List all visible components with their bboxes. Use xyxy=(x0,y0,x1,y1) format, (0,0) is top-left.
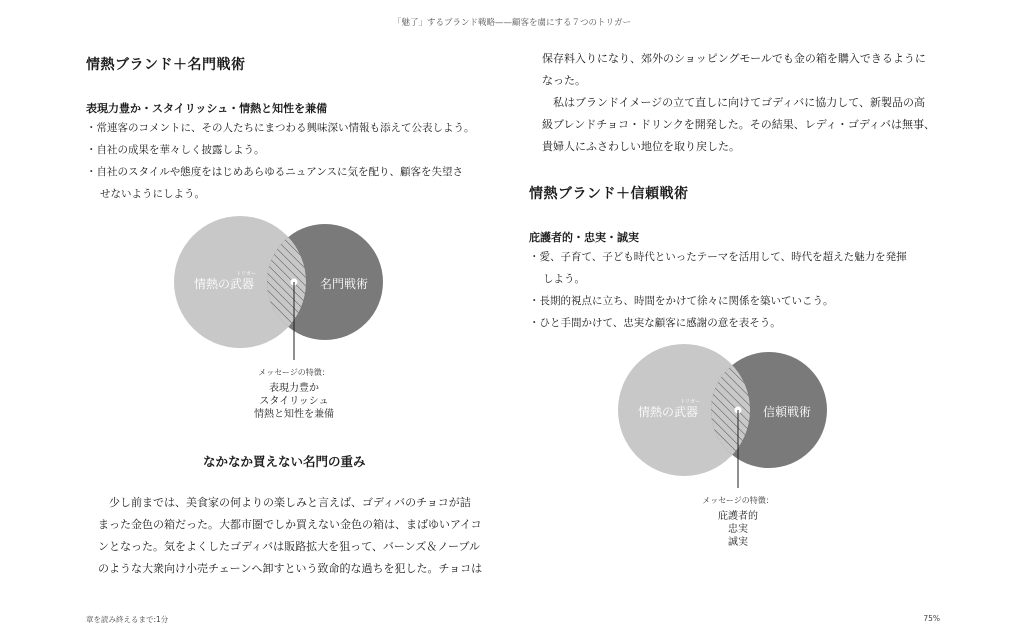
list-item: ・長期的視点に立ち、時間をかけて徐々に関係を築いていこう。 xyxy=(529,295,834,307)
caption-line: 忠実 xyxy=(728,524,748,535)
list-item: ・自社の成果を華々しく披露しよう。 xyxy=(86,144,265,156)
body-line: 貴婦人にふさわしい地位を取り戻した。 xyxy=(542,140,740,153)
body-line: 保存料入りになり、郊外のショッピングモールでも金の箱を購入できるように xyxy=(542,52,926,65)
caption-title: メッセージの特徴： xyxy=(702,496,774,505)
list-item: ・自社のスタイルや態度をはじめあらゆるニュアンスに気を配り、顧客を失望さ xyxy=(86,166,464,178)
body-line: ンとなった。気をよくしたゴディバは販路拡大を狙って、バーンズ＆ノーブル xyxy=(98,540,481,553)
caption-line: 庇護者的 xyxy=(718,511,758,522)
venn-ruby-right: トリガー xyxy=(680,399,700,405)
section-subtitle-left: 表現力豊か・スタイリッシュ・情熱と知性を兼備 xyxy=(86,102,328,115)
venn-caption-left xyxy=(244,367,344,421)
caption-line: スタイリッシュ xyxy=(259,396,329,407)
list-item: ・常連客のコメントに、その人たちにまつわる興味深い情報も添えて公表しよう。 xyxy=(86,122,475,134)
caption-line: 誠実 xyxy=(728,537,748,548)
venn-label-tactic-right: 信頼戦術 xyxy=(763,405,812,419)
section-title-right: 情熱ブランド＋信頼戦術 xyxy=(529,186,689,202)
body-line: 少し前までは、美食家の何よりの楽しみと言えば、ゴディバのチョコが詰 xyxy=(98,496,471,509)
reading-time-remaining: 章を読み終えるまで:1分 xyxy=(86,615,169,624)
reading-progress: 75% xyxy=(923,614,940,623)
book-header-title: 「魅了」するブランド戦略——顧客を虜にする７つのトリガー xyxy=(393,18,631,28)
list-item: せないようにしよう。 xyxy=(100,188,205,200)
venn-diagram-left xyxy=(170,210,390,380)
list-item: ・ひと手間かけて、忠実な顧客に感謝の意を表そう。 xyxy=(529,317,781,329)
body-line: のような大衆向け小売チェーンへ卸すという致命的な過ちを犯した。チョコは xyxy=(98,562,483,575)
body-text-right xyxy=(542,48,935,158)
body-line: なった。 xyxy=(542,74,586,87)
body-line: まった金色の箱だった。大都市圏でしか買えない金色の箱は、まばゆいアイコ xyxy=(98,518,482,531)
bullet-list-left xyxy=(86,117,475,205)
list-item: ・愛、子育て、子ども時代といったテーマを活用して、時代を超えた魅力を発揮 xyxy=(529,251,907,263)
list-item: しよう。 xyxy=(543,273,585,285)
section-title-left: 情熱ブランド＋名門戦術 xyxy=(86,57,246,73)
venn-diagram-right xyxy=(614,338,834,508)
body-line: 級ブレンドチョコ・ドリンクを開発した。その結果、レディ・ゴディバは無事、 xyxy=(542,118,935,131)
bullet-list-right xyxy=(529,246,907,334)
venn-caption-right xyxy=(688,495,788,549)
caption-line: 情熱と知性を兼備 xyxy=(254,409,334,420)
heading-left-body: なかなか買えない名門の重み xyxy=(203,454,366,469)
body-line: 私はブランドイメージの立て直しに向けてゴディバに協力して、新製品の高 xyxy=(542,96,926,109)
venn-label-weapon-right: 情熱の武器 xyxy=(638,405,699,419)
venn-ruby-left: トリガー xyxy=(236,271,256,277)
venn-label-tactic-left: 名門戦術 xyxy=(320,277,369,291)
venn-label-weapon-left: 情熱の武器 xyxy=(194,277,255,291)
body-text-left xyxy=(98,492,482,580)
section-subtitle-right: 庇護者的・忠実・誠実 xyxy=(529,231,639,244)
caption-line: 表現力豊か xyxy=(269,383,319,394)
caption-title: メッセージの特徴： xyxy=(258,368,330,377)
